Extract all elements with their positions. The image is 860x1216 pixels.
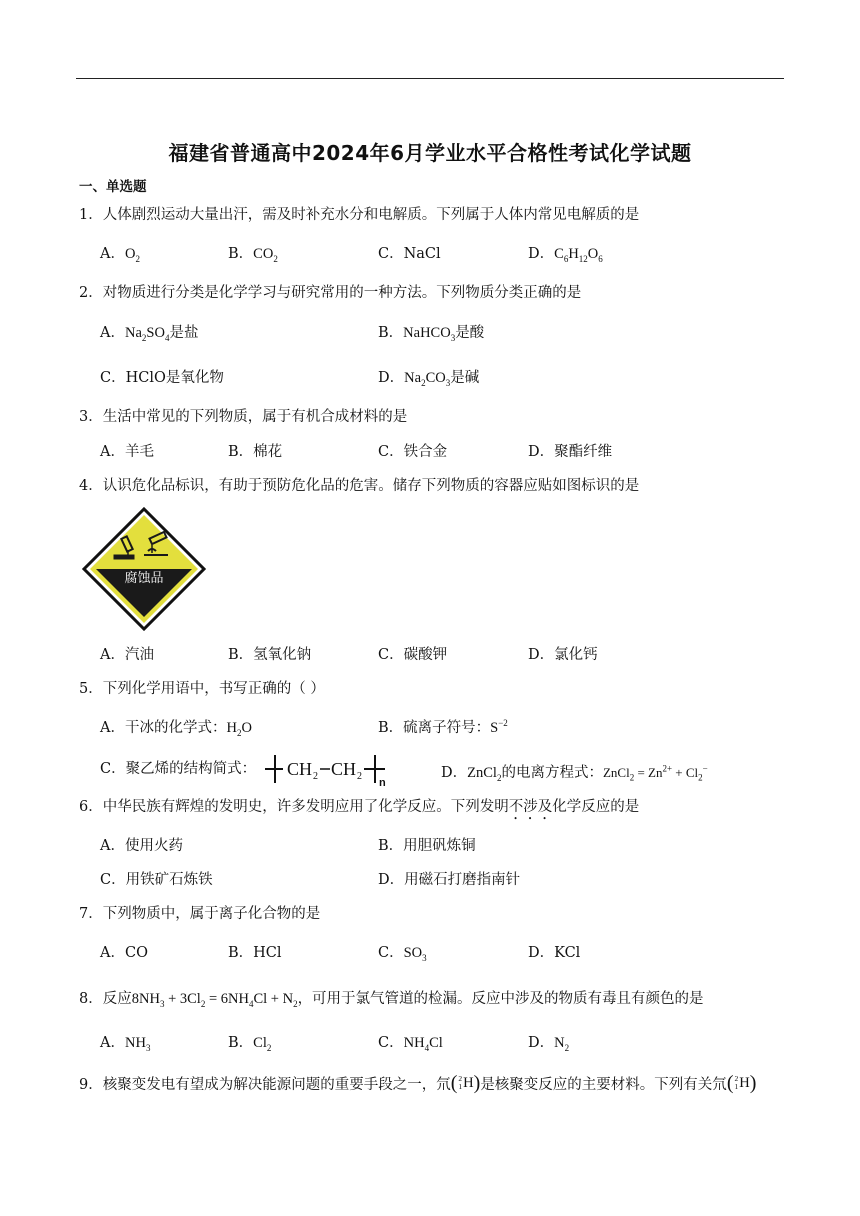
q8-option-d[interactable]: D．$N_2$: [528, 1035, 570, 1053]
q7-option-a[interactable]: A．CO: [100, 945, 148, 961]
section-heading: 一、单选题: [79, 179, 147, 195]
q1-option-b[interactable]: B．$CO_2$: [228, 246, 278, 264]
q6-option-d[interactable]: D．用磁石打磨指南针: [378, 872, 521, 888]
q5-option-b[interactable]: B．硫离子符号：$S^{-2}$: [378, 718, 508, 736]
q5-option-d[interactable]: D．ZnCl$_2$的电离方程式：ZnCl$_2$ = $Zn^{2+} + Cl_2^-$: [441, 763, 708, 783]
question-3: 3．生活中常见的下列物质，属于有机合成材料的是: [79, 409, 408, 425]
q7-option-c[interactable]: C．$SO_3$: [378, 945, 427, 963]
polyethylene-structure: [261, 752, 411, 786]
q1-option-d[interactable]: D．$C_6H_{12}O_6$: [528, 246, 603, 264]
q3-option-a[interactable]: A．羊毛: [100, 444, 154, 460]
question-5: 5．下列化学用语中，书写正确的（ ）: [79, 681, 325, 697]
q2-option-b[interactable]: B．NaHCO$_3$是酸: [378, 325, 485, 343]
header-rule: [76, 78, 784, 79]
q8-option-c[interactable]: C．$NH_4Cl$: [378, 1035, 443, 1053]
question-9: 9．核聚变发电有望成为解决能源问题的重要手段之一，氘 ( 2 1 H ) 是核聚变反应的主要材料。下列有关氘 ( 2 1 H ): [79, 1072, 757, 1094]
q8-option-b[interactable]: B．$Cl_2$: [228, 1035, 272, 1053]
q4-option-a[interactable]: A．汽油: [100, 647, 154, 663]
svg-text:n: n: [378, 777, 386, 786]
svg-text:CH: CH: [286, 759, 312, 779]
q2-option-c[interactable]: C．HClO是氧化物: [100, 370, 224, 386]
q4-option-d[interactable]: D．氯化钙: [528, 647, 598, 663]
q7-option-b[interactable]: B．HCl: [228, 945, 282, 961]
q3-option-b[interactable]: B．棉花: [228, 444, 283, 460]
q1-option-c[interactable]: C．NaCl: [378, 246, 441, 262]
q5-option-a[interactable]: A．干冰的化学式：$H_2O$: [100, 720, 252, 738]
question-1: 1．人体剧烈运动大量出汗，需及时补充水分和电解质。下列属于人体内常见电解质的是: [79, 207, 640, 223]
question-8: 8．反应$8NH_3 + 3Cl_2 = 6NH_4Cl + N_2$，可用于氯气管道的检漏。反应中涉及的物质有毒且有颜色的是: [79, 991, 704, 1009]
q3-option-c[interactable]: C．铁合金: [378, 444, 448, 460]
svg-text:CH: CH: [330, 759, 356, 779]
corrosive-hazard-sign: [82, 507, 206, 631]
q6-option-b[interactable]: B．用胆矾炼铜: [378, 838, 476, 854]
q4-option-c[interactable]: C．碳酸钾: [378, 647, 448, 663]
page-title: 福建省普通高中2024年6月学业水平合格性考试化学试题: [168, 141, 692, 165]
q6-option-a[interactable]: A．使用火药: [100, 838, 183, 854]
svg-text:2: 2: [312, 771, 318, 782]
svg-text:2: 2: [356, 771, 362, 782]
q2-option-a[interactable]: A．$Na_2SO_4$是盐: [100, 325, 199, 343]
q3-option-d[interactable]: D．聚酯纤维: [528, 444, 613, 460]
question-4: 4．认识危化品标识，有助于预防危化品的危害。储存下列物质的容器应贴如图标识的是: [79, 478, 640, 494]
question-6: 6．中华民族有辉煌的发明史，许多发明应用了化学反应。下列发明不涉及化学反应的是: [79, 799, 640, 815]
deuterium-symbol: ( 2 1 H ): [450, 1072, 481, 1094]
deuterium-symbol-2: ( 2 1 H ): [726, 1072, 757, 1094]
hazard-label: 腐蚀品: [124, 571, 164, 586]
q1-option-a[interactable]: A．$O_2$: [100, 246, 140, 264]
q6-option-c[interactable]: C．用铁矿石炼铁: [100, 872, 213, 888]
question-7: 7．下列物质中，属于离子化合物的是: [79, 906, 321, 922]
q4-option-b[interactable]: B．氢氧化钠: [228, 647, 312, 663]
question-2: 2．对物质进行分类是化学学习与研究常用的一种方法。下列物质分类正确的是: [79, 285, 582, 301]
q8-option-a[interactable]: A．$NH_3$: [100, 1035, 151, 1053]
q7-option-d[interactable]: D．KCl: [528, 945, 581, 961]
q2-option-d[interactable]: D．$Na_2CO_3$是碱: [378, 370, 480, 388]
q5-option-c[interactable]: C．聚乙烯的结构简式： CH 2 CH 2 n: [100, 752, 411, 786]
